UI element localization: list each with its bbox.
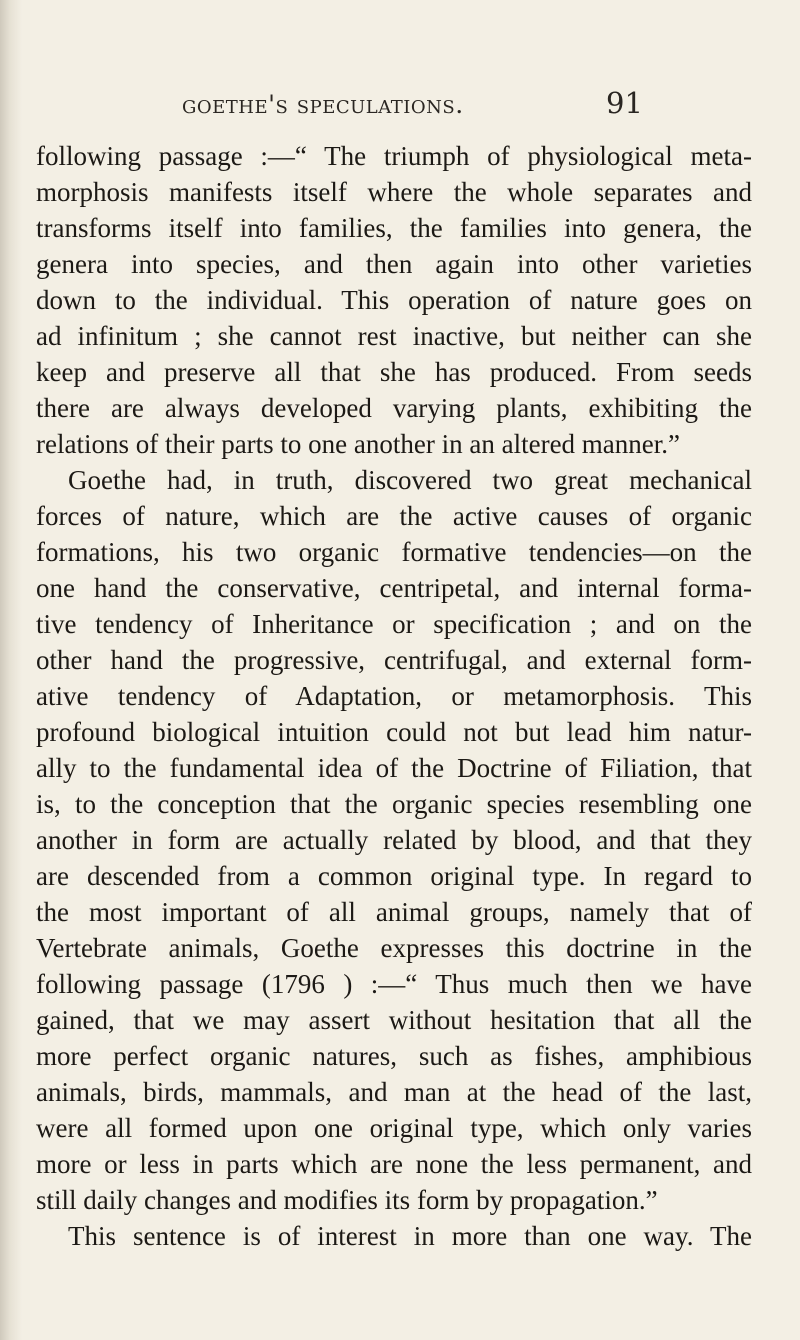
text-line: relations of their parts to one another in an altered manner.” — [36, 429, 681, 459]
text-line: genera into species, and then again into other varieties — [36, 249, 752, 279]
text-line: profound biological intuition could not but lead him natur- — [36, 717, 752, 747]
text-line: ative tendency of Adaptation, or metamorphosis. This — [36, 681, 752, 711]
text-line: other hand the progressive, centrifugal, and external form- — [36, 645, 752, 675]
text-line: still daily changes and modifies its form by propagation.” — [36, 1185, 658, 1215]
text-line: This sentence is of interest in more than one way. The — [68, 1221, 752, 1251]
page-header — [0, 86, 800, 130]
text-line: are descended from a common original type. In regard to — [36, 861, 752, 891]
text-line: were all formed upon one original type, which only varies — [36, 1113, 752, 1143]
text-line: morphosis manifests itself where the whole separates and — [36, 177, 752, 207]
text-line: Goethe had, in truth, discovered two great mechanical — [68, 465, 752, 495]
text-line: ally to the fundamental idea of the Doctrine of Filiation, that — [36, 753, 752, 783]
text-line: transforms itself into families, the families into genera, the — [36, 213, 752, 243]
text-line: another in form are actually related by blood, and that they — [36, 825, 752, 855]
text-line: keep and preserve all that she has produced. From seeds — [36, 357, 752, 387]
page-number: 91 — [606, 86, 643, 120]
text-line: down to the individual. This operation of nature goes on — [36, 285, 752, 315]
running-title: goethe's speculations. — [182, 90, 464, 119]
body-text — [36, 138, 752, 1254]
text-line: gained, that we may assert without hesitation that all the — [36, 1005, 752, 1035]
text-line: is, to the conception that the organic species resembling one — [36, 789, 752, 819]
text-line: more or less in parts which are none the less permanent, and — [36, 1149, 752, 1179]
text-line: formations, his two organic formative tendencies—on the — [36, 537, 752, 567]
text-line: more perfect organic natures, such as fishes, amphibious — [36, 1041, 752, 1071]
text-line: ad infinitum ; she cannot rest inactive, but neither can she — [36, 321, 752, 351]
text-line: forces of nature, which are the active causes of organic — [36, 501, 752, 531]
text-line: there are always developed varying plants, exhibiting the — [36, 393, 752, 423]
text-line: Vertebrate animals, Goethe expresses this doctrine in the — [36, 933, 752, 963]
text-line: animals, birds, mammals, and man at the head of the last, — [36, 1077, 752, 1107]
page-gutter-shadow — [0, 0, 22, 1340]
text-line: the most important of all animal groups, namely that of — [36, 897, 752, 927]
text-line: tive tendency of Inheritance or specification ; and on the — [36, 609, 752, 639]
text-line: following passage (1796 ) :—“ Thus much then we have — [36, 969, 752, 999]
text-line: one hand the conservative, centripetal, and internal forma- — [36, 573, 752, 603]
text-line: following passage :—“ The triumph of physiological meta- — [36, 141, 752, 171]
